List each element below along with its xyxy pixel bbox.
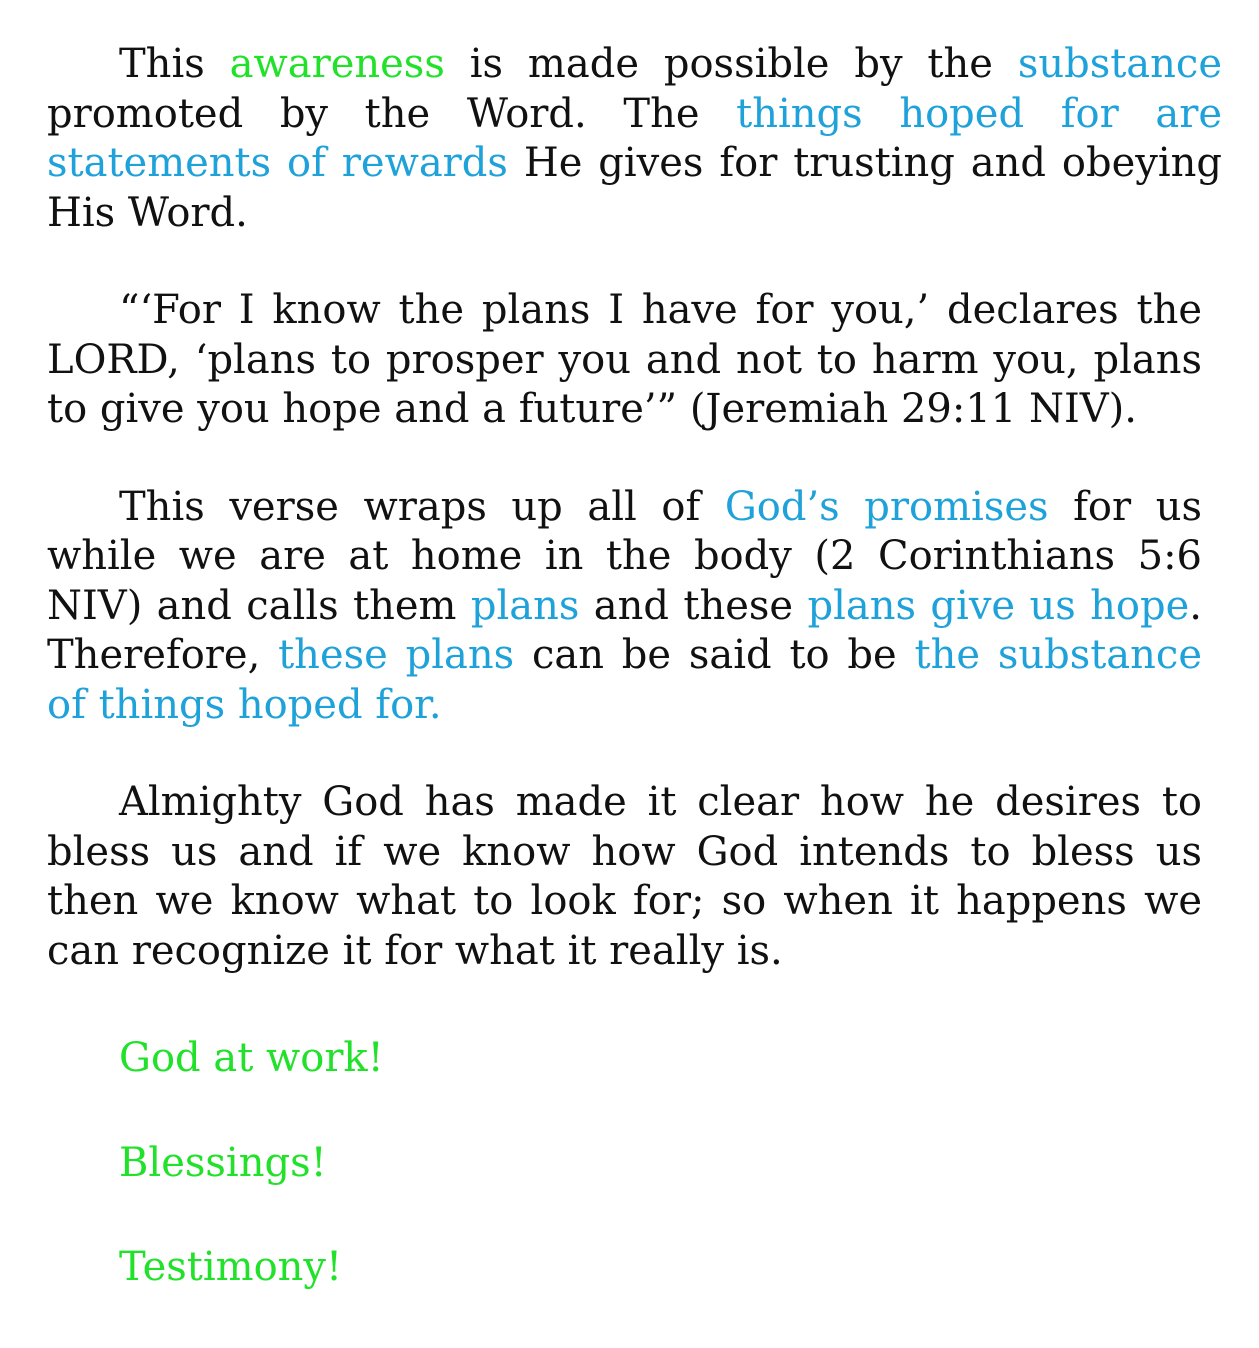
document-page [47, 40, 1222, 1348]
text-segment: This [119, 41, 230, 87]
text-segment: This verse wraps up all of [119, 483, 725, 530]
text-segment: promoted by the Word. The [47, 90, 737, 137]
highlight-plans-give-us-hope: plans give us hope [807, 582, 1190, 629]
text-segment: Almighty God has made it clear how he desires to bless us and if we know how God intends to bless us then we know what to look for; so when it happens we can recognize it for what it really is. [47, 779, 1202, 974]
exclamation-blessings: Blessings! [119, 1139, 327, 1186]
highlight-gods-promises: God’s promises [724, 483, 1049, 530]
highlight-plans: plans [470, 582, 580, 629]
text-segment: for us while we are at home in the body (2 Corinthians 5:6 NIV) and calls them [47, 483, 1202, 629]
highlight-substance-of-things: the substance of things hoped for. [47, 632, 1202, 728]
quote-text: “‘For I know the plans I have for you,’ declares the LORD, ‘plans to prosper you and not to harm you, plans to give you hope and a future’” (Jeremiah 29:11 NIV). [47, 287, 1202, 432]
highlight-these-plans: these plans [278, 632, 515, 678]
highlight-things-hoped-for: things hoped for are statements of rewards [47, 90, 1222, 186]
exclamation-god-at-work: God at work! [119, 1035, 384, 1081]
paragraph-almighty-god [47, 778, 1202, 976]
exclamation-testimony: Testimony! [119, 1244, 343, 1290]
text-segment: He gives for trusting and obeying His Word. [47, 140, 1222, 236]
highlight-awareness: awareness [229, 41, 445, 87]
paragraph-awareness [47, 40, 1222, 238]
text-segment: and these [579, 582, 808, 629]
highlight-substance: substance [1017, 41, 1222, 87]
paragraph-gods-plans [47, 483, 1202, 731]
text-segment: can be said to be [514, 632, 915, 678]
paragraph-jeremiah-quote [47, 286, 1202, 435]
text-segment: . Therefore, [47, 582, 1202, 678]
text-segment: is made possible by the [444, 41, 1018, 87]
